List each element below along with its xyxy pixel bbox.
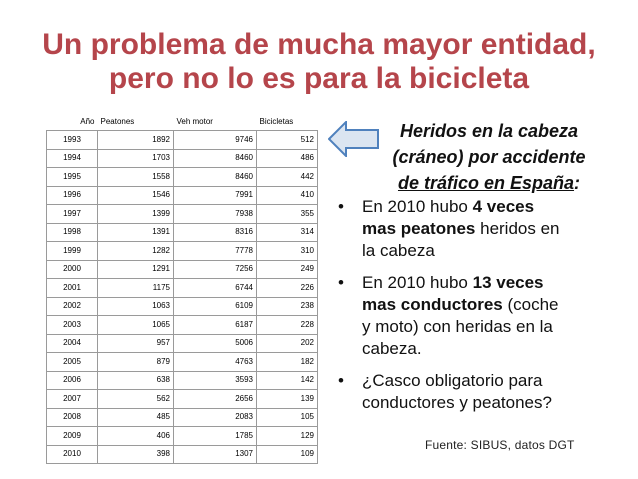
motor-vehicles-cell: 2656 [174,390,257,409]
pedestrians-cell: 1558 [98,168,174,187]
header-motor-vehicles: Veh motor [176,117,213,126]
bullet-2-bold-count: 13 veces [472,273,544,292]
motor-vehicles-cell: 1307 [174,445,257,464]
motor-vehicles-cell: 8460 [174,149,257,168]
pedestrians-cell: 638 [98,371,174,390]
table-row [47,131,318,150]
year-cell: 1993 [47,131,98,150]
bullet-pedestrians [336,196,626,262]
year-cell: 2008 [47,408,98,427]
year-cell: 2002 [47,297,98,316]
table-row [47,427,318,446]
bicycles-cell: 182 [257,353,318,372]
bullet-1-line-1 [362,196,626,218]
pedestrians-cell: 1892 [98,131,174,150]
motor-vehicles-cell: 5006 [174,334,257,353]
heading-line-1: Heridos en la cabeza [399,121,579,141]
bullet-2-line-1 [362,272,626,294]
motor-vehicles-cell: 7256 [174,260,257,279]
year-cell: 1997 [47,205,98,224]
title-line-2: pero no lo es para la bicicleta [108,62,530,95]
year-cell: 2001 [47,279,98,298]
bicycles-cell: 202 [257,334,318,353]
bullet-1-post: heridos en [475,219,560,238]
pedestrians-cell: 485 [98,408,174,427]
source-note: Fuente: SIBUS, datos DGT [425,438,575,452]
table-row [47,353,318,372]
table-row [47,205,318,224]
bicycles-cell: 226 [257,279,318,298]
pedestrians-cell: 406 [98,427,174,446]
motor-vehicles-cell: 6109 [174,297,257,316]
bullet-list [336,196,626,424]
table-row [47,168,318,187]
bullet-1-pre: En 2010 hubo [362,197,473,216]
motor-vehicles-cell: 1785 [174,427,257,446]
table-row [47,279,318,298]
bullet-dot: • [338,273,344,292]
injury-data-table [46,114,318,464]
pedestrians-cell: 562 [98,390,174,409]
pedestrians-cell: 398 [98,445,174,464]
table-row [47,223,318,242]
motor-vehicles-cell: 6187 [174,316,257,335]
header-year: Año [80,117,95,126]
pedestrians-cell: 1291 [98,260,174,279]
bullet-3-line-2: conductores y peatones? [362,393,552,412]
section-heading [360,118,618,196]
year-cell: 1995 [47,168,98,187]
table-row [47,149,318,168]
pedestrians-cell: 879 [98,353,174,372]
bullet-1-line-2 [362,218,626,240]
bullet-1-line-3: la cabeza [362,241,435,260]
motor-vehicles-cell: 3593 [174,371,257,390]
bicycles-cell: 410 [257,186,318,205]
year-cell: 2005 [47,353,98,372]
year-cell: 1996 [47,186,98,205]
bicycles-cell: 109 [257,445,318,464]
bullet-drivers [336,272,626,360]
year-cell: 1994 [47,149,98,168]
year-cell: 1999 [47,242,98,261]
year-cell: 1998 [47,223,98,242]
bicycles-cell: 310 [257,242,318,261]
table-row [47,408,318,427]
bicycles-cell: 512 [257,131,318,150]
pedestrians-cell: 1282 [98,242,174,261]
bullet-2-line-3: y moto) con heridas en la [362,317,553,336]
slide-title [0,28,638,96]
motor-vehicles-cell: 8316 [174,223,257,242]
heading-line-3 [360,170,618,196]
bicycles-cell: 238 [257,297,318,316]
bicycles-cell: 486 [257,149,318,168]
bicycles-cell: 314 [257,223,318,242]
table-row [47,334,318,353]
table-body [47,131,318,464]
motor-vehicles-cell: 8460 [174,168,257,187]
motor-vehicles-cell: 7778 [174,242,257,261]
bicycles-cell: 249 [257,260,318,279]
bullet-2-line-2 [362,294,626,316]
pedestrians-cell: 957 [98,334,174,353]
bullet-dot: • [338,371,344,390]
bicycles-cell: 355 [257,205,318,224]
bicycles-cell: 139 [257,390,318,409]
pedestrians-cell: 1063 [98,297,174,316]
bicycles-cell: 129 [257,427,318,446]
bullet-1-bold-count: 4 veces [472,197,535,216]
table-row [47,186,318,205]
pedestrians-cell: 1399 [98,205,174,224]
title-line-1: Un problema de mucha mayor entidad, [42,28,596,61]
table-row [47,242,318,261]
table-row [47,260,318,279]
table-header-row [47,114,318,131]
pedestrians-cell: 1546 [98,186,174,205]
bullet-1-bold-subject: mas peatones [362,219,476,238]
year-cell: 2004 [47,334,98,353]
bullet-2-post: (coche [502,295,559,314]
bullet-2-bold-subject: mas conductores [362,295,503,314]
pedestrians-cell: 1703 [98,149,174,168]
header-pedestrians: Peatones [100,117,135,126]
bicycles-cell: 442 [257,168,318,187]
bicycles-cell: 142 [257,371,318,390]
heading-colon: : [574,173,581,193]
table-row [47,297,318,316]
heading-line-2: (cráneo) por accidente [392,147,586,167]
pedestrians-cell: 1175 [98,279,174,298]
motor-vehicles-cell: 9746 [174,131,257,150]
bullet-3-line-1: ¿Casco obligatorio para [362,371,543,390]
motor-vehicles-cell: 6744 [174,279,257,298]
year-cell: 2009 [47,427,98,446]
table-row [47,371,318,390]
bullet-2-line-4: cabeza. [362,339,422,358]
table-row [47,445,318,464]
table-row [47,316,318,335]
year-cell: 2007 [47,390,98,409]
year-cell: 2006 [47,371,98,390]
motor-vehicles-cell: 7938 [174,205,257,224]
table-row [47,390,318,409]
bullet-dot: • [338,197,344,216]
year-cell: 2000 [47,260,98,279]
header-bicycles: Bicicletas [259,117,294,126]
bullet-helmet-question [336,370,626,414]
motor-vehicles-cell: 4763 [174,353,257,372]
year-cell: 2010 [47,445,98,464]
pedestrians-cell: 1065 [98,316,174,335]
bullet-2-pre: En 2010 hubo [362,273,473,292]
motor-vehicles-cell: 7991 [174,186,257,205]
heading-line-3-underlined: de tráfico en España [397,173,575,193]
motor-vehicles-cell: 2083 [174,408,257,427]
bicycles-cell: 228 [257,316,318,335]
year-cell: 2003 [47,316,98,335]
pedestrians-cell: 1391 [98,223,174,242]
bicycles-cell: 105 [257,408,318,427]
